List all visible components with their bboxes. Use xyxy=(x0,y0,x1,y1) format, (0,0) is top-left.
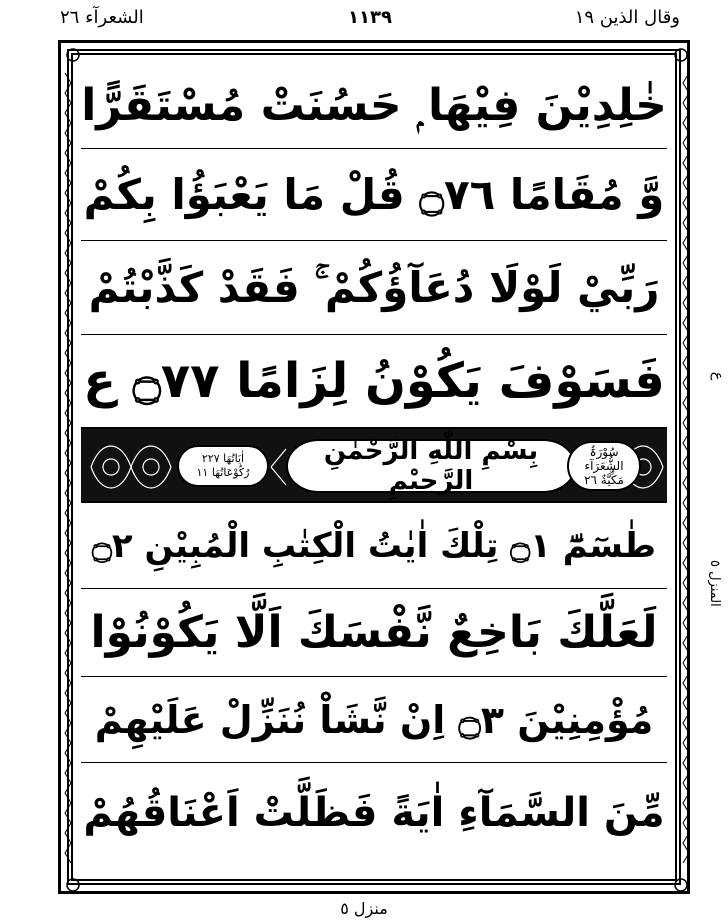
page-footer: منزل ٥ xyxy=(340,899,388,918)
verse-line-3: رَبِّيْ لَوْلَا دُعَآؤُكُمْ ۚ فَقَدْ كَذَّبْتُمْ xyxy=(81,241,667,335)
verse-line-5: طٰسٓمّٓ ۝١ تِلْكَ اٰيٰتُ الْكِتٰبِ الْمُبِيْنِ ۝٢ xyxy=(81,503,667,589)
verse-line-1: خٰلِدِيْنَ فِيْهَا ۭ حَسُنَتْ مُسْتَقَرًّا xyxy=(81,63,667,149)
header-juz-name: وقال الذين ١٩ xyxy=(574,7,680,28)
verse-line-8: مِّنَ السَّمَآءِ اٰيَةً فَظَلَّتْ اَعْنَاقُهُمْ xyxy=(83,790,665,836)
ruku-info-box xyxy=(177,445,269,487)
verse-line-7: مُؤْمِنِيْنَ ۝٣ اِنْ نَّشَاْ نُنَزِّلْ عَلَيْهِمْ xyxy=(81,677,667,763)
verse-line-6: لَعَلَّكَ بَاخِعٌ نَّفْسَكَ اَلَّا يَكُوْنُوْا xyxy=(81,589,667,677)
verse-line-4: فَسَوْفَ يَكُوْنُ لِزَامًا ۝٧٧ ع xyxy=(83,353,665,409)
ruku-count-label: رُكُوْعَاتُهَا ١١ xyxy=(196,466,250,479)
bismillah: بِسْمِ اللّٰهِ الرَّحْمٰنِ الرَّحِيْمِ xyxy=(286,439,576,493)
page-header xyxy=(60,6,680,32)
page-frame xyxy=(58,40,690,894)
surah-label: سُوْرَۃُ xyxy=(589,445,619,459)
page-number: ١١٣٩ xyxy=(348,7,392,28)
header-surah-name: الشعرآء ٢٦ xyxy=(60,7,144,28)
surah-info-box xyxy=(567,441,641,491)
surah-header-band xyxy=(81,427,667,503)
text-area xyxy=(81,63,667,871)
surah-type: مَكِّيَّةٌ ٢٦ xyxy=(584,473,624,487)
verse-line-2: وَّ مُقَامًا ۝٧٦ قُلْ مَا يَعْبَؤُا بِكُمْ xyxy=(81,149,667,241)
surah-name: الشُّعَرَآء xyxy=(584,459,624,473)
ruku-marker: ع xyxy=(709,371,726,381)
manzil-marker: المنزل ٥ xyxy=(707,560,722,607)
ayat-count-label: اٰيَاتُهَا ٢٢٧ xyxy=(201,452,245,465)
